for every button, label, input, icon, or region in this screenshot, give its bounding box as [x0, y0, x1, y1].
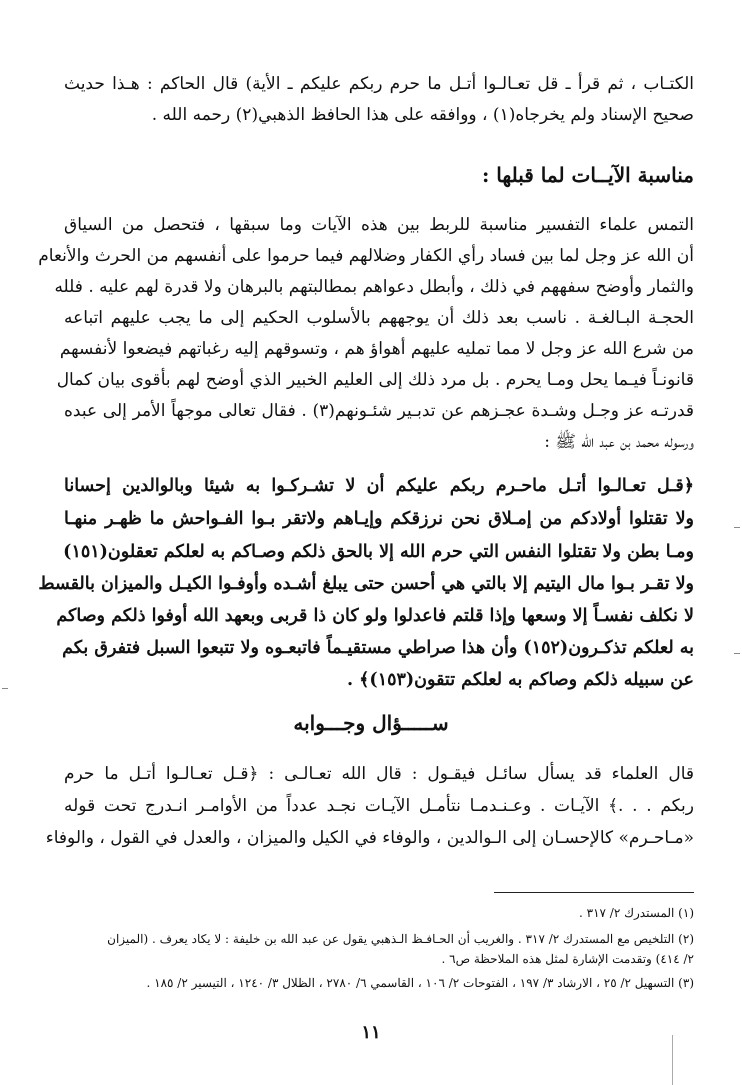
footnote-2-cont: ٢/ ٤١٤) وتقدمت الإشارة لمثل هذه الملاحظة ص٦ . [441, 952, 694, 966]
context-line-6: قانونـاً فيـما يحل ومـا يحرم . بل مرد ذلك إلى العليم الخبير الذي أوضح لهم بأقوى بيان كمال [56, 370, 694, 390]
verse-line-2: ولا تقتلوا أولادكم من إمـلاق نحن نرزقكم وإيـاهم ولاتقر بـوا الفـواحش ما ظهـر منهـا [64, 509, 694, 529]
context-line-4: الحجـة البـالغـة . ناسب بعد ذلك أن يوجههم بالأسلوب الحكيم إلى ما يجب عليهم اتباعه [64, 308, 694, 328]
section-heading-qa: ســـــؤال وجـــوابه [293, 711, 449, 735]
footnote-separator [494, 892, 694, 893]
margin-mark-right-2 [734, 653, 740, 654]
context-line-1: التمس علماء التفسير مناسبة للربط بين هذه الآيات وما سبقها ، فتحصل من السياق [64, 215, 694, 235]
verse-line-3: ومـا بطن ولا تقتلوا النفس التي حرم الله إلا بالحق ذلكم وصـاكم به لعلكم تعقلون(١٥١) [63, 542, 694, 562]
context-line-5: من شرع الله عز وجل لا مما تمليه عليهم أهواؤ هم ، وتسوقهم إليه رغباتهم فيضعوا لأنفسهم [59, 339, 694, 359]
verse-line-1: ﴿قـل تعـالـوا أتـل ماحـرم ربكم عليكم أن لا تشـركـوا به شيئا وبالوالدين إحسانا [64, 476, 694, 496]
footnote-3: (٣) التسهيل ٢/ ٢٥ ، الارشاد ٣/ ١٩٧ ، الفتوحات ٢/ ١٠٦ ، القاسمي ٦/ ٢٧٨٠ ، الظلال ٣/ ١٢٤٠ ، التيسير ٢/ ١٨٥ . [146, 976, 694, 990]
footnote-1: (١) المستدرك ٢/ ٣١٧ . [579, 906, 694, 920]
intro-line-2: صحيح الإسناد ولم يخرجاه(١) ، ووافقه على هذا الحافظ الذهبي(٢) رحمه الله . [151, 105, 694, 125]
verse-line-7: عن سبيله ذلكم وصاكم به لعلكم تتقون(١٥٣)﴾ . [346, 670, 694, 690]
gutter-line [672, 1035, 673, 1085]
page-number: ١١ [361, 1022, 381, 1043]
verse-line-5: لا نكلف نفسـاً إلا وسعها وإذا قلتم فاعدلوا ولو كان ذا قربى وبعهد الله أوفوا ذلكم وصاكم [56, 606, 694, 626]
qa-line-3: «مـاحـرم» كالإحسـان إلى الـوالدين ، والوفاء في الكيل والميزان ، والعدل في القول ، والوفاء [45, 828, 694, 848]
context-line-3: والثمار وأوضح سفههم في ذلك ، وأبطل دعواهم بمطالبتهم بالبرهان ولا قدرة لهم عليه . فلله [54, 277, 694, 297]
verse-line-6: به لعلكم تذكـرون(١٥٢) وأن هذا صراطي مستقيـماً فاتبعـوه ولا تتبعوا السبل فتفرق بكم [62, 638, 694, 658]
verse-line-4: ولا تقـر بـوا مال اليتيم إلا بالتي هي أحسن حتى يبلغ أشـده وأوفـوا الكيـل والميزان بالقسط [38, 574, 694, 594]
intro-line-1: الكتـاب ، ثم قرأ ـ قل تعـالـوا أتـل ما حرم ربكم عليكم ـ الأية) قال الحاكم : هـذا حديث [64, 74, 694, 94]
qa-line-1: قال العلماء قد يسأل سائـل فيقـول : قال الله تعـالـى : ﴿قـل تعـالـوا أتـل ما حرم [64, 764, 694, 784]
qa-line-2: ربكم . . .﴾ الآيـات . وعـنـدمـا نتأمـل الآيـات نجـد عدداً من الأوامـر انـدرج تحت قوله [64, 796, 694, 816]
section-heading-context: مناسبة الآيــات لما قبلها : [481, 163, 694, 187]
context-line-8: ورسوله محمد بن عبد الله ﷺ : [544, 432, 694, 452]
context-line-7: قدرتـه عز وجـل وشـدة عجـزهم عن تدبـير شئـونهم(٣) . فقال تعالى موجهاً الأمر إلى عبده [64, 401, 695, 421]
footnote-2: (٢) التلخيص مع المستدرك ٢/ ٣١٧ . والغريب أن الحـافـظ الـذهبي يقول عن عبد الله بن خليفة : لا يكاد يعرف . (الميزان [107, 932, 694, 946]
context-line-2: أن الله عز وجل لما بين فساد رأي الكفار وضلالهم فيما حرموا على أنفسهم من الحرث والأنعام [38, 246, 694, 266]
margin-mark-left [2, 688, 8, 689]
margin-mark-right [734, 527, 740, 528]
